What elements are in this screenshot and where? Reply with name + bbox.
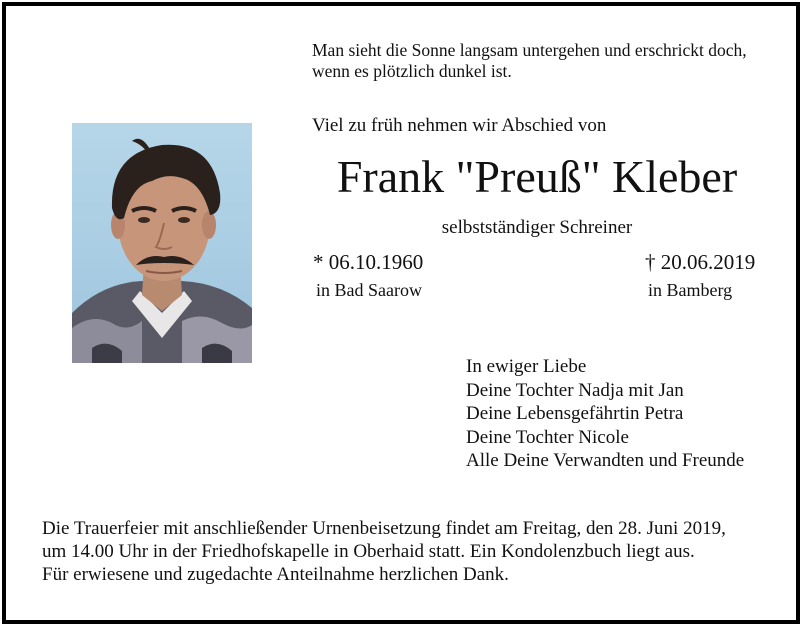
footer-line: um 14.00 Uhr in der Friedhofskapelle in Oberhaid statt. Ein Kondolenzbuch liegt aus.	[42, 541, 695, 562]
farewell-intro: Viel zu früh nehmen wir Abschied von	[312, 115, 607, 136]
mourner-line: Deine Tochter Nicole	[466, 426, 629, 448]
portrait-photo	[72, 123, 252, 363]
death-date: † 20.06.2019	[645, 250, 756, 274]
death-place: in Bamberg	[648, 280, 733, 300]
birth-date: * 06.10.1960	[313, 250, 424, 274]
mourner-line: Deine Lebensgefährtin Petra	[466, 403, 684, 424]
quote-line-2: wenn es plötzlich dunkel ist.	[312, 61, 512, 81]
epitaph-quote	[312, 40, 747, 82]
mourner-line: Deine Tochter Nadja mit Jan	[466, 379, 684, 401]
footer-line: Für erwiesene und zugedachte Anteilnahme herzlichen Dank.	[42, 564, 509, 585]
birth-place: in Bad Saarow	[316, 280, 422, 300]
mourner-line: Alle Deine Verwandten und Freunde	[466, 450, 745, 471]
mourners-list	[466, 355, 744, 473]
occupation: selbstständiger Schreiner	[441, 217, 633, 238]
footer-line: Die Trauerfeier mit anschließender Urnenbeisetzung findet am Freitag, den 28. Juni 2019,	[42, 518, 726, 539]
funeral-notice	[42, 517, 726, 586]
portrait-illustration	[72, 123, 252, 363]
quote-line-1: Man sieht die Sonne langsam untergehen und erschrickt doch,	[312, 40, 747, 60]
mourner-line: In ewiger Liebe	[466, 356, 587, 377]
deceased-name: Frank "Preuß" Kleber	[336, 151, 738, 202]
